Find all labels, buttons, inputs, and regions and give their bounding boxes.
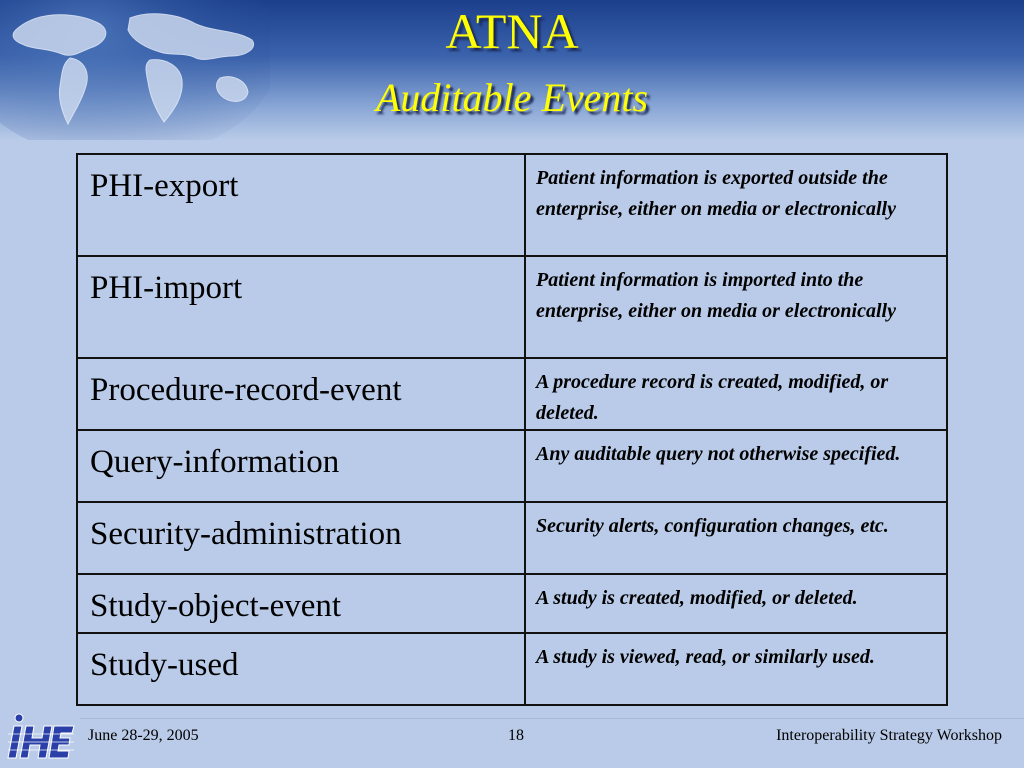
table-row bbox=[77, 502, 947, 574]
page-number: 18 bbox=[508, 727, 524, 744]
event-name: Security-administration bbox=[77, 502, 525, 574]
slide-subtitle: Auditable Events bbox=[375, 75, 649, 120]
event-name: PHI-export bbox=[77, 154, 525, 256]
event-description: Patient information is exported outside the enterprise, either on media or electronically bbox=[525, 154, 947, 256]
auditable-events-table bbox=[76, 153, 948, 706]
event-name: Query-information bbox=[77, 430, 525, 502]
table-row bbox=[77, 154, 947, 256]
event-name: PHI-import bbox=[77, 256, 525, 358]
event-description: Patient information is imported into the enterprise, either on media or electronically bbox=[525, 256, 947, 358]
ihe-logo bbox=[6, 712, 76, 762]
event-name: Study-object-event bbox=[77, 574, 525, 633]
slide-title: ATNA bbox=[445, 3, 579, 59]
table-row bbox=[77, 430, 947, 502]
event-description: A study is created, modified, or deleted. bbox=[525, 574, 947, 633]
table-row bbox=[77, 358, 947, 430]
event-description: Security alerts, configuration changes, etc. bbox=[525, 502, 947, 574]
table-row bbox=[77, 633, 947, 705]
event-description: Any auditable query not otherwise specified. bbox=[525, 430, 947, 502]
footer-divider bbox=[80, 718, 1024, 719]
event-name: Procedure-record-event bbox=[77, 358, 525, 430]
table-row bbox=[77, 574, 947, 633]
event-description: A procedure record is created, modified, or deleted. bbox=[525, 358, 947, 430]
event-description: A study is viewed, read, or similarly used. bbox=[525, 633, 947, 705]
event-name: Study-used bbox=[77, 633, 525, 705]
footer-date: June 28-29, 2005 bbox=[88, 727, 199, 744]
table-row bbox=[77, 256, 947, 358]
footer-event-name: Interoperability Strategy Workshop bbox=[776, 727, 1002, 744]
